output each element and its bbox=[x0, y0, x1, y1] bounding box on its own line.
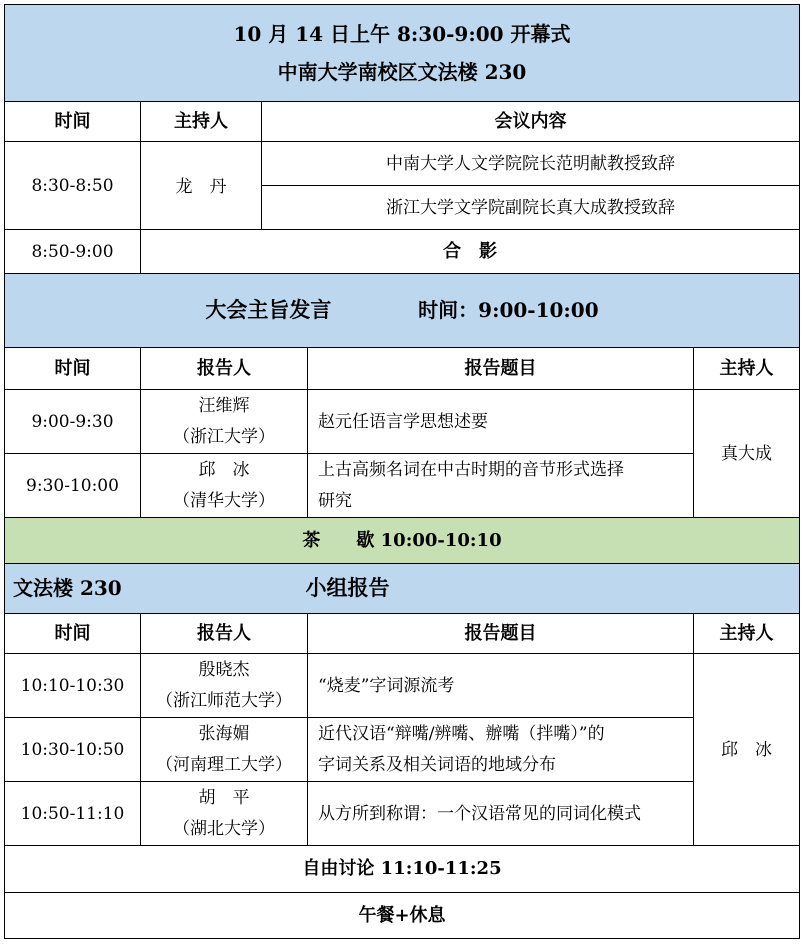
opening-row-1 bbox=[5, 142, 800, 186]
speaker-name: 汪维辉 bbox=[198, 395, 250, 416]
tea-break-row bbox=[5, 518, 800, 564]
group-title bbox=[262, 564, 800, 614]
table-row bbox=[5, 718, 800, 782]
group-topic-2 bbox=[308, 718, 694, 782]
group-time-1: 10:10-10:30 bbox=[5, 654, 141, 718]
keynote-host-cell: 真大成 bbox=[694, 390, 800, 518]
keynote-header-time: 时间 bbox=[5, 348, 141, 390]
table-row bbox=[5, 390, 800, 454]
speaker-affiliation: （浙江师范大学） bbox=[156, 690, 292, 711]
opening-date-line: 10 月 14 日上午 8:30-9:00 开幕式 bbox=[233, 22, 571, 46]
topic-line: 研究 bbox=[318, 490, 352, 511]
group-topic-1: “烧麦”字词源流考 bbox=[308, 654, 694, 718]
opening-content-2: 浙江大学文学院副院长真大成教授致辞 bbox=[262, 186, 800, 230]
speaker-name: 殷晓杰 bbox=[198, 659, 250, 680]
topic-line: 近代汉语“辩嘴/辨嘴、辦嘴（拌嘴）”的 bbox=[318, 723, 605, 744]
speaker-name: 张海媚 bbox=[198, 723, 250, 744]
tea-break: 茶 歇 10:00-10:10 bbox=[5, 518, 800, 564]
group-host-cell: 邱 冰 bbox=[694, 654, 800, 846]
keynote-time: 时间：9:00-10:00 bbox=[418, 297, 599, 322]
speaker-affiliation: （清华大学） bbox=[173, 490, 275, 511]
keynote-column-headers bbox=[5, 348, 800, 390]
group-speaker-3 bbox=[141, 782, 308, 846]
opening-time-cell: 8:30-8:50 bbox=[5, 142, 141, 230]
group-header-topic: 报告题目 bbox=[308, 614, 694, 654]
keynote-time-2: 9:30-10:00 bbox=[5, 454, 141, 518]
group-speaker-2 bbox=[141, 718, 308, 782]
opening-column-headers bbox=[5, 102, 800, 142]
group-time-3: 10:50-11:10 bbox=[5, 782, 141, 846]
table-row bbox=[5, 782, 800, 846]
speaker-affiliation: （浙江大学） bbox=[173, 426, 275, 447]
table-row bbox=[5, 654, 800, 718]
opening-header bbox=[5, 5, 800, 102]
keynote-title: 大会主旨发言 bbox=[205, 297, 332, 322]
col-header-content: 会议内容 bbox=[262, 102, 800, 142]
speaker-name: 邱 冰 bbox=[198, 459, 250, 480]
opening-header-row bbox=[5, 5, 800, 102]
keynote-header-speaker: 报告人 bbox=[141, 348, 308, 390]
group-time-2: 10:30-10:50 bbox=[5, 718, 141, 782]
lunch-row bbox=[5, 893, 800, 939]
photo-time-cell: 8:50-9:00 bbox=[5, 230, 141, 274]
discussion-row bbox=[5, 846, 800, 893]
group-venue bbox=[5, 564, 262, 614]
keynote-header bbox=[5, 274, 800, 348]
schedule-table bbox=[4, 4, 800, 939]
keynote-header-host: 主持人 bbox=[694, 348, 800, 390]
photo-cell: 合 影 bbox=[141, 230, 800, 274]
speaker-name: 胡 平 bbox=[198, 787, 250, 808]
lunch-break: 午餐+休息 bbox=[5, 893, 800, 939]
table-row bbox=[5, 454, 800, 518]
group-speaker-1 bbox=[141, 654, 308, 718]
topic-line: 上古高频名词在中古时期的音节形式选择 bbox=[318, 459, 624, 480]
col-header-host: 主持人 bbox=[141, 102, 262, 142]
group-title-text: 小组报告 bbox=[305, 575, 390, 600]
speaker-affiliation: （湖北大学） bbox=[173, 818, 275, 839]
keynote-header-row bbox=[5, 274, 800, 348]
topic-line: 字词关系及相关词语的地域分布 bbox=[318, 754, 556, 775]
opening-venue-line: 中南大学南校区文法楼 230 bbox=[277, 60, 527, 84]
keynote-time-1: 9:00-9:30 bbox=[5, 390, 141, 454]
keynote-header-topic: 报告题目 bbox=[308, 348, 694, 390]
group-header-row bbox=[5, 564, 800, 614]
keynote-speaker-2 bbox=[141, 454, 308, 518]
keynote-speaker-1 bbox=[141, 390, 308, 454]
col-header-time: 时间 bbox=[5, 102, 141, 142]
keynote-topic-1: 赵元任语言学思想述要 bbox=[308, 390, 694, 454]
group-topic-3: 从方所到称谓：一个汉语常见的同词化模式 bbox=[308, 782, 694, 846]
keynote-topic-2 bbox=[308, 454, 694, 518]
opening-host-cell: 龙 丹 bbox=[141, 142, 262, 230]
schedule-table-wrapper bbox=[4, 4, 799, 939]
group-header-time: 时间 bbox=[5, 614, 141, 654]
group-column-headers bbox=[5, 614, 800, 654]
free-discussion: 自由讨论 11:10-11:25 bbox=[5, 846, 800, 893]
photo-row bbox=[5, 230, 800, 274]
speaker-affiliation: （河南理工大学） bbox=[156, 754, 292, 775]
group-header-host: 主持人 bbox=[694, 614, 800, 654]
group-venue-text: 文法楼 230 bbox=[13, 575, 122, 600]
opening-content-1: 中南大学人文学院院长范明献教授致辞 bbox=[262, 142, 800, 186]
group-header-speaker: 报告人 bbox=[141, 614, 308, 654]
